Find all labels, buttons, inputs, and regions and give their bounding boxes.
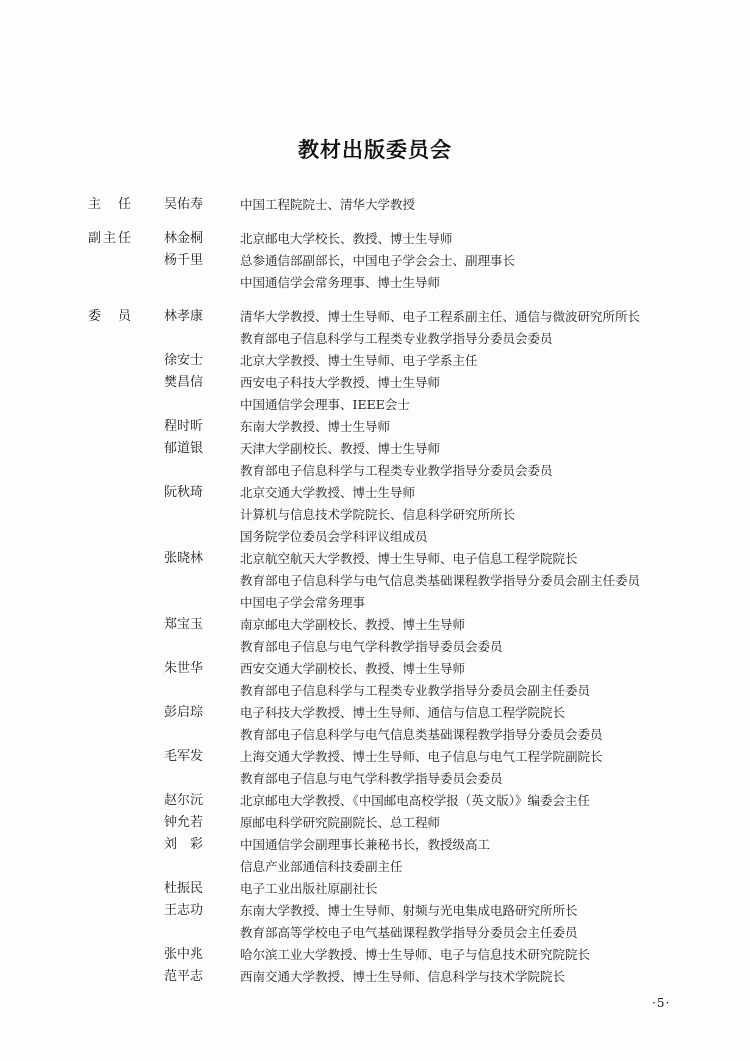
member-entry <box>88 900 728 944</box>
member-title-line: 教育部电子信息与电气学科教学指导委员会委员 <box>240 639 503 654</box>
page-number: ·5· <box>652 996 671 1010</box>
member-name: 郁道银 <box>164 441 204 456</box>
member-name: 阮秋琦 <box>164 485 204 500</box>
member-name: 程时昕 <box>164 419 204 434</box>
member-title-line: 教育部电子信息科学与电气信息类基础课程教学指导分委员会委员 <box>240 727 603 742</box>
member-entry <box>88 702 728 746</box>
member-title-line: 中国通信学会副理事长兼秘书长，教授级高工 <box>240 837 491 852</box>
member-name: 樊昌信 <box>164 375 204 390</box>
member-title-line: 电子工业出版社原副社长 <box>240 881 378 896</box>
member-name: 徐安士 <box>164 353 204 368</box>
committee-group <box>88 194 728 216</box>
member-title-line: 东南大学教授、博士生导师 <box>240 419 391 434</box>
member-title-line: 哈尔滨工业大学教授、博士生导师、电子与信息技术研究院院长 <box>240 947 591 962</box>
member-title-line: 原邮电科学研究院副院长、总工程师 <box>240 815 441 830</box>
member-title-line: 教育部电子信息科学与工程类专业教学指导分委员会委员 <box>240 331 553 346</box>
member-entry <box>88 658 728 702</box>
member-title-line: 中国通信学会常务理事、博士生导师 <box>240 275 441 290</box>
member-entry <box>88 944 728 966</box>
member-title-line: 北京交通大学教授、博士生导师 <box>240 485 416 500</box>
member-entry <box>88 438 728 482</box>
member-name: 林金桐 <box>164 231 204 246</box>
member-entry <box>88 416 728 438</box>
member-title-line: 教育部电子信息与电气学科教学指导委员会委员 <box>240 771 503 786</box>
member-title-line: 中国工程院院士、清华大学教授 <box>240 197 416 212</box>
member-title-line: 北京航空航天大学教授、博士生导师、电子信息工程学院院长 <box>240 551 578 566</box>
member-entry <box>88 482 728 548</box>
committee-group <box>88 306 728 988</box>
group-role-label: 主 任 <box>88 197 134 212</box>
member-name: 朱世华 <box>164 661 204 676</box>
member-title-line: 东南大学教授、博士生导师、射频与光电集成电路研究所所长 <box>240 903 578 918</box>
member-name: 毛军发 <box>164 749 204 764</box>
member-title-line: 国务院学位委员会学科评议组成员 <box>240 529 428 544</box>
member-entry <box>88 878 728 900</box>
member-entry <box>88 614 728 658</box>
group-role-label: 委 员 <box>88 309 134 324</box>
member-entry <box>88 350 728 372</box>
member-name: 范平志 <box>164 969 204 984</box>
member-title-line: 西安交通大学副校长、教授、博士生导师 <box>240 661 466 676</box>
member-title-line: 中国通信学会理事、IEEE会士 <box>240 397 410 412</box>
member-title-line: 西南交通大学教授、博士生导师、信息科学与技术学院院长 <box>240 969 566 984</box>
page-title: 教材出版委员会 <box>298 138 452 162</box>
member-name: 杨千里 <box>164 253 204 268</box>
member-title-line: 南京邮电大学副校长、教授、博士生导师 <box>240 617 466 632</box>
member-entry <box>88 372 728 416</box>
member-title-line: 中国电子学会常务理事 <box>240 595 366 610</box>
member-title-line: 计算机与信息技术学院院长、信息科学研究所所长 <box>240 507 516 522</box>
member-name: 彭启琮 <box>164 705 204 720</box>
member-title-line: 西安电子科技大学教授、博士生导师 <box>240 375 441 390</box>
member-name: 赵尔沅 <box>164 793 204 808</box>
committee-group <box>88 228 728 294</box>
member-name: 张晓林 <box>164 551 204 566</box>
member-name: 钟允若 <box>164 815 204 830</box>
member-entry <box>88 306 728 350</box>
member-entry <box>88 548 728 614</box>
member-entry <box>88 250 728 294</box>
member-title-line: 北京邮电大学教授、《中国邮电高校学报（英文版）》编委会主任 <box>240 793 591 808</box>
member-title-line: 教育部电子信息科学与工程类专业教学指导分委员会副主任委员 <box>240 683 591 698</box>
member-title-line: 上海交通大学教授、博士生导师、电子信息与电气工程学院副院长 <box>240 749 603 764</box>
member-title-line: 北京大学教授、博士生导师、电子学系主任 <box>240 353 478 368</box>
member-title-line: 天津大学副校长、教授、博士生导师 <box>240 441 441 456</box>
member-title-line: 北京邮电大学校长、教授、博士生导师 <box>240 231 453 246</box>
member-name: 王志功 <box>164 903 204 918</box>
member-name: 刘 彩 <box>164 837 204 852</box>
member-entry <box>88 228 728 250</box>
member-name: 杜振民 <box>164 881 204 896</box>
member-name: 林孝康 <box>164 309 204 324</box>
member-entry <box>88 746 728 790</box>
member-title-line: 教育部高等学校电子电气基础课程教学指导分委员会主任委员 <box>240 925 578 940</box>
member-title-line: 总参通信部副部长，中国电子学会会士、副理事长 <box>240 253 516 268</box>
committee-list <box>88 194 728 1000</box>
member-name: 吴佑寿 <box>164 197 204 212</box>
member-title-line: 清华大学教授、博士生导师、电子工程系副主任、通信与微波研究所所长 <box>240 309 641 324</box>
member-title-line: 电子科技大学教授、博士生导师、通信与信息工程学院院长 <box>240 705 566 720</box>
member-name: 张中兆 <box>164 947 204 962</box>
member-title-line: 信息产业部通信科技委副主任 <box>240 859 403 874</box>
member-entry <box>88 194 728 216</box>
member-entry <box>88 834 728 878</box>
group-role-label: 副主任 <box>88 231 134 246</box>
member-entry <box>88 812 728 834</box>
member-entry <box>88 966 728 988</box>
member-title-line: 教育部电子信息科学与工程类专业教学指导分委员会委员 <box>240 463 553 478</box>
member-name: 郑宝玉 <box>164 617 204 632</box>
member-entry <box>88 790 728 812</box>
member-title-line: 教育部电子信息科学与电气信息类基础课程教学指导分委员会副主任委员 <box>240 573 641 588</box>
